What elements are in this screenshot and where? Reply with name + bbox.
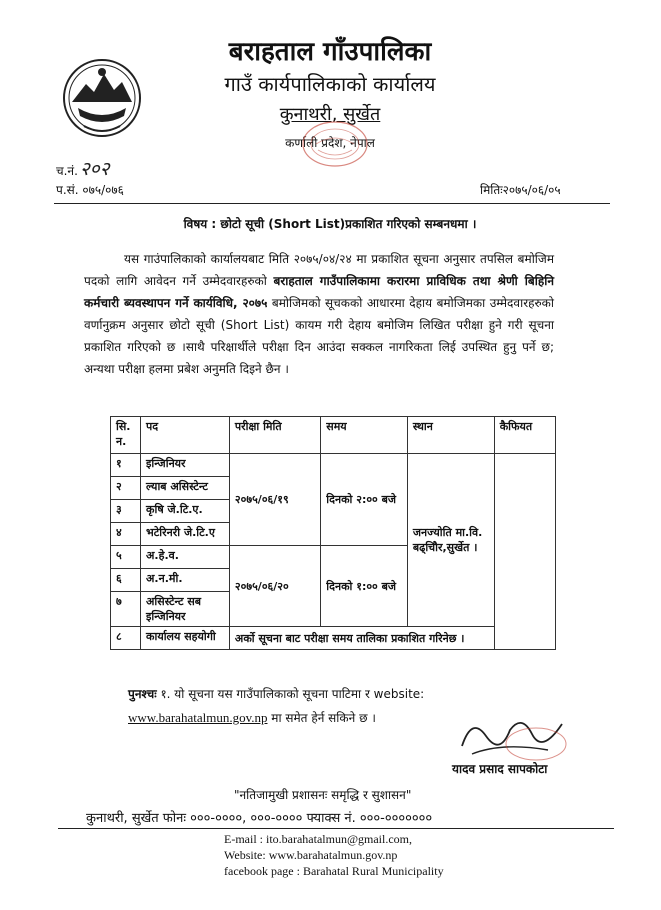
notice-body [84,248,554,380]
table-header-row [111,417,556,454]
row-sn: २ [111,477,141,500]
footer-website[interactable]: Website: www.barahatalmun.gov.np [224,848,398,862]
footer-motto: "नतिजामुखी प्रशासनः समृद्धि र सुशासन" [234,788,412,802]
row-post: इन्जिनियर [141,454,230,477]
header-exam-date: परीक्षा मिति [229,417,320,454]
postscript-text2: मा समेत हेर्न सकिने छ । [267,711,376,725]
office-subtitle: गाउँ कार्यपालिकाको कार्यालय [224,72,436,96]
row-sn: ८ [111,627,141,650]
exam-time-1: दिनको २:०० बजे [321,454,408,546]
exam-date-2: २०७५/०६/२० [229,546,320,627]
body-part1: यस गाउंपालिकाको कार्यालयबाट मिति २०७५/०४/२४ मा प्रकाशित सूचना अनुसार तपसिल बमोजिम पदको लागि आवेदन गर्ने उम्मेदवारहरुको [84,252,554,288]
exam-venue: जनज्योति मा.वि. बढ्चिौर,सुर्खेत । [407,454,494,627]
exam-date-1: २०७५/०६/१९ [229,454,320,546]
exam-schedule-table [110,416,556,650]
header-sn: सि. न. [111,417,141,454]
footer-phone: कुनाथरी, सुर्खेत फोनः ०००-००००, ०००-०००० फ्याक्स नं. ०००-००००००० [86,811,433,826]
signatory-name: यादव प्रसाद सापकोटा [452,762,548,776]
row-sn: १ [111,454,141,477]
footer-facebook[interactable]: facebook page : Barahatal Rural Municipality [224,864,444,878]
body-bold: बराहताल गाउँपालिकामा करारमा प्राविधिक तथा श्रेणी बिहिनि कर्मचारी ब्यवस्थापन गर्ने कार्यविधि, २०७५ [84,274,554,310]
municipality-title: बराहताल गाँउपालिका [228,37,432,67]
row-post: कृषि जे.टि.ए. [141,500,230,523]
header-divider [54,203,610,204]
header-time: समय [321,417,408,454]
footer-contact [224,831,444,879]
row-sn: ७ [111,592,141,627]
row-sn: ३ [111,500,141,523]
row-post: ल्याब असिस्टेन्ट [141,477,230,500]
postscript-text1: १. यो सूचना यस गाउँपालिकाको सूचना पाटिमा र website: [156,687,425,701]
office-location: कुनाथरी, सुर्खेत [279,104,381,125]
footer-email[interactable]: E-mail : ito.barahatalmun@gmail.com, [224,832,412,846]
header-venue: स्थान [407,417,494,454]
row-post: भटेरिनरी जे.टि.ए [141,523,230,546]
postscript-label: पुनश्चः [128,687,157,701]
office-province: कर्णाली प्रदेश, नेपाल [285,136,375,150]
office-stamp [300,118,370,170]
header-post: पद [141,417,230,454]
exam-time-2: दिनको १:०० बजे [321,546,408,627]
body-part2: बमोजिमको सूचकको आधारमा देहाय बमोजिमका उम्मेदवारहरुको वर्णानुक्रम अनुसार छोटो सूची (Short List) कायम गरी देहाय बमोजिम लिखित परीक्षा हुने गरी सूचना प्रकाशित गरिएको छ ।साथै परिक्षार्थीले परीक्षा दिन आउंदा सक्कल नागरिकता लिई उपस्थित हुनु पर्ने छ; अन्यथा परीक्षा हलमा प्रबेश अनुमति दिइने छैन । [84,296,554,376]
row-sn: ६ [111,569,141,592]
table-row [111,627,556,650]
table-row [111,454,556,477]
postscript-website-link[interactable]: www.barahatalmun.gov.np [128,710,268,725]
reference-label: च.नं. [56,164,78,178]
row-post: अ.न.मी. [141,569,230,592]
row-post: अ.हे.व. [141,546,230,569]
remarks-cell [494,454,555,650]
nepal-emblem-logo [60,52,144,144]
row8-note: अर्को सूचना बाट परीक्षा समय तालिका प्रकाशित गरिनेछ । [229,627,494,650]
fiscal-year: प.सं. ०७५/०७६ [56,183,124,197]
notice-subject: विषय : छोटो सूची (Short List)प्रकाशित गरिएको सम्बनधमा । [183,217,477,231]
row-sn: ५ [111,546,141,569]
row-post: कार्यालय सहयोगी [141,627,230,650]
reference-value: २०२ [79,158,110,180]
row-post: असिस्टेन्ट सब इन्जिनियर [141,592,230,627]
row-sn: ४ [111,523,141,546]
header-remarks: कैफियत [494,417,555,454]
issue-date: मितिः२०७५/०६/०५ [480,183,561,197]
reference-number [56,155,110,181]
signature-mark [452,706,572,766]
footer-divider [58,828,614,829]
